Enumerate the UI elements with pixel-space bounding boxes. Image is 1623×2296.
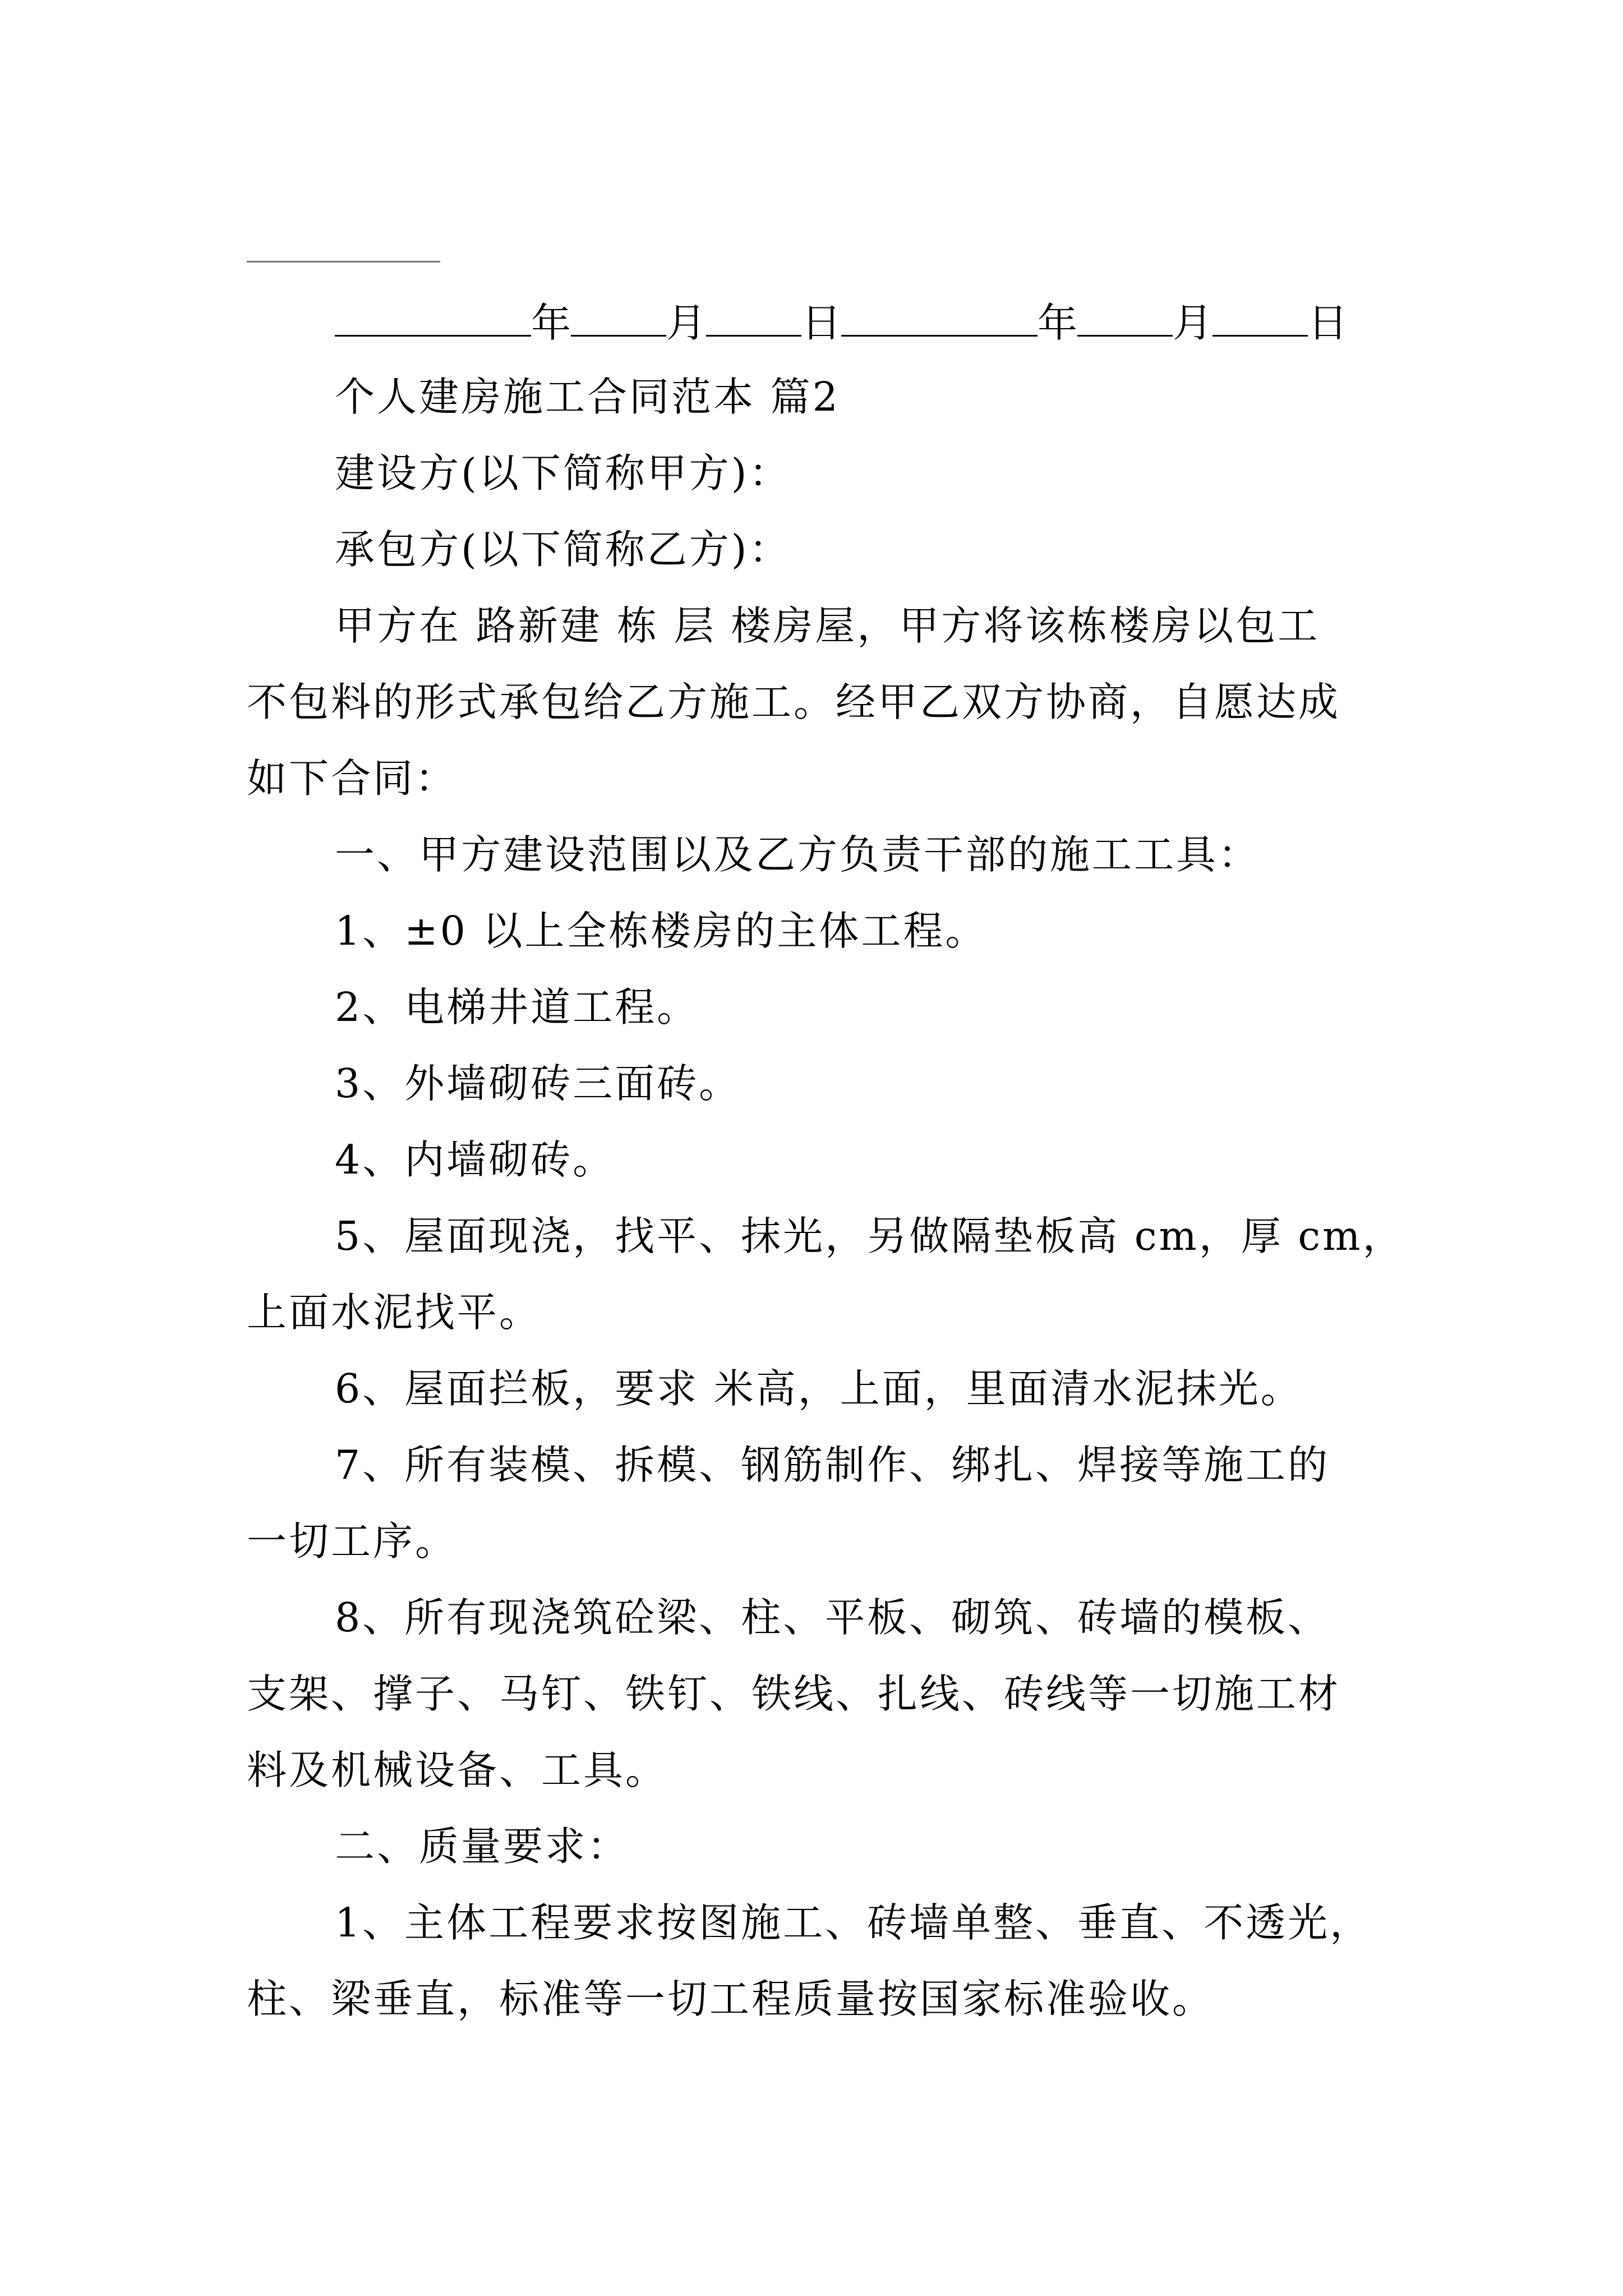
day-label: 日 xyxy=(801,300,842,346)
month-blank xyxy=(1077,300,1173,337)
month-blank xyxy=(571,300,666,337)
list-item: 4、内墙砌砖。 xyxy=(335,1137,615,1183)
signature-date-line xyxy=(335,300,1400,345)
year-blank xyxy=(841,300,1038,337)
list-item: 1、±0 以上全栋楼房的主体工程。 xyxy=(335,908,988,954)
day-label: 日 xyxy=(1308,300,1348,346)
party-b-line: 承包方(以下简称乙方)： xyxy=(335,526,791,573)
document-title: 个人建房施工合同范本 篇2 xyxy=(335,374,840,420)
list-item: 1、主体工程要求按图施工、砖墙单整、垂直、不透光， xyxy=(335,1899,1372,1946)
top-divider xyxy=(247,261,440,263)
day-blank xyxy=(706,300,801,337)
intro-line: 如下合同： xyxy=(247,755,458,802)
party-a-line: 建设方(以下简称甲方)： xyxy=(335,450,791,496)
day-blank xyxy=(1212,300,1308,337)
year-blank xyxy=(335,300,531,337)
section-1-heading: 一、甲方建设范围以及乙方负责干部的施工工具： xyxy=(335,831,1261,878)
list-item: 2、电梯井道工程。 xyxy=(335,984,699,1030)
intro-line: 不包料的形式承包给乙方施工。经甲乙双方协商，自愿达成 xyxy=(247,679,1341,725)
month-label: 月 xyxy=(1173,300,1213,346)
list-item-continuation: 料及机械设备、工具。 xyxy=(247,1747,668,1793)
list-item-continuation: 柱、梁垂直，标准等一切工程质量按国家标准验收。 xyxy=(247,1976,1215,2022)
list-item-continuation: 一切工序。 xyxy=(247,1518,458,1565)
list-item-continuation: 上面水泥找平。 xyxy=(247,1289,542,1336)
list-item: 8、所有现浇筑砼梁、柱、平板、砌筑、砖墙的模板、 xyxy=(335,1594,1330,1641)
list-item: 6、屋面拦板，要求 米高，上面，里面清水泥抹光。 xyxy=(335,1365,1303,1412)
month-label: 月 xyxy=(666,300,707,346)
list-item: 5、屋面现浇，找平、抹光，另做隔垫板高 cm，厚 cm， xyxy=(335,1213,1405,1259)
list-item: 3、外墙砌砖三面砖。 xyxy=(335,1060,741,1107)
list-item-continuation: 支架、撑子、马钉、铁钉、铁线、扎线、砖线等一切施工材 xyxy=(247,1671,1341,1717)
list-item: 7、所有装模、拆模、钢筋制作、绑扎、焊接等施工的 xyxy=(335,1442,1330,1488)
year-label: 年 xyxy=(1038,300,1078,346)
section-2-heading: 二、质量要求： xyxy=(335,1823,630,1870)
intro-line: 甲方在 路新建 栋 层 楼房屋，甲方将该栋楼房以包工 xyxy=(335,602,1320,649)
year-label: 年 xyxy=(531,300,571,346)
